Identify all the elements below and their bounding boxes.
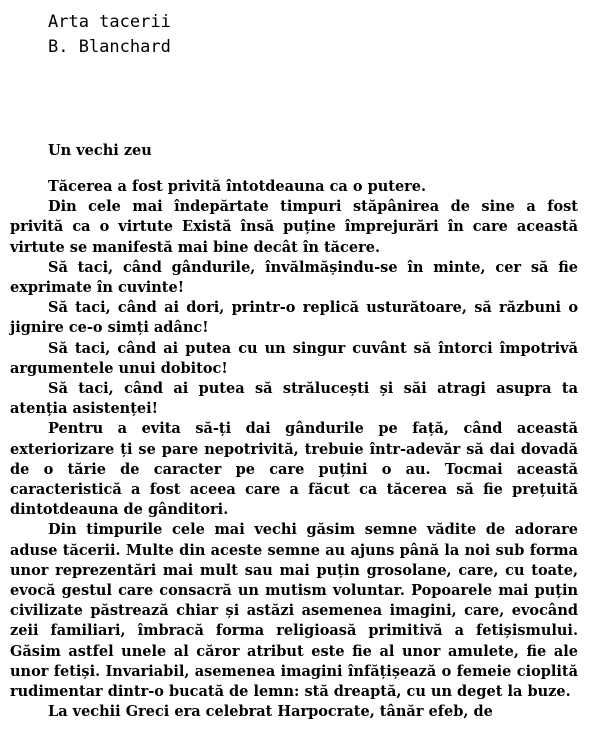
paragraph: Să taci, când ai putea cu un singur cuvânt să întorci împotrivă argumentele unui dobitoc! (10, 339, 578, 377)
paragraph: Să taci, când gândurile, învălmășindu-se în minte, cer să fie exprimate în cuvinte! (10, 258, 578, 297)
paragraph: Pentru a evita să-ți dai gândurile pe față, când această exteriorizare ți se pare nepotrivită, trebuie într-adevăr să dai dovadă de o tărie de caracter pe care puțini o au. Tocmai această caracteristică a fost aceea care a făcut ca tăcerea să fie prețuită dintotdeauna de gânditori. (10, 420, 578, 519)
paragraph: La vechii Greci era celebrat Harpocrate, tânăr efeb, de (48, 703, 493, 721)
paragraph: Tăcerea a fost privită întotdeauna ca o putere. (48, 178, 427, 195)
paragraph: Din cele mai îndepărtate timpuri stăpânirea de sine a fost privită ca o virtute Există însă puține împrejurări în care această virtute se manifestă mai bine decât în tăcere. (10, 198, 578, 256)
document-author: B. Blanchard (48, 37, 171, 57)
paragraph: Să taci, când ai putea să strălucești și săi atragi asupra ta atenția asistenței! (10, 380, 578, 418)
body-text (10, 177, 578, 722)
section-heading: Un vechi zeu (48, 142, 152, 159)
paragraph: Să taci, când ai dori, printr-o replică usturătoare, să răzbuni o jignire ce-o simți adânc! (10, 299, 578, 337)
document-title: Arta tacerii (48, 12, 171, 32)
paragraph: Din timpurile cele mai vechi găsim semne vădite de adorare aduse tăcerii. Multe din aceste semne au ajuns până la noi sub forma unor reprezentări mai mult sau mai puțin grosolane, care, cu toate, evocă gestul care consacră un mutism voluntar. Popoarele mai puțin civilizate păstrează chiar și astăzi asemenea imagini, care, evocând zeii familiari, îmbracă forma religioasă primitivă a fetișismului. Găsim astfel unele al căror atribut este fie al unor amulete, fie ale unor fetiși. Invariabil, asemenea imagini înfățișează o femeie cioplită rudimentar dintr-o bucată de lemn: stă dreaptă, cu un deget la buze. (10, 521, 578, 701)
document-header (48, 10, 171, 60)
